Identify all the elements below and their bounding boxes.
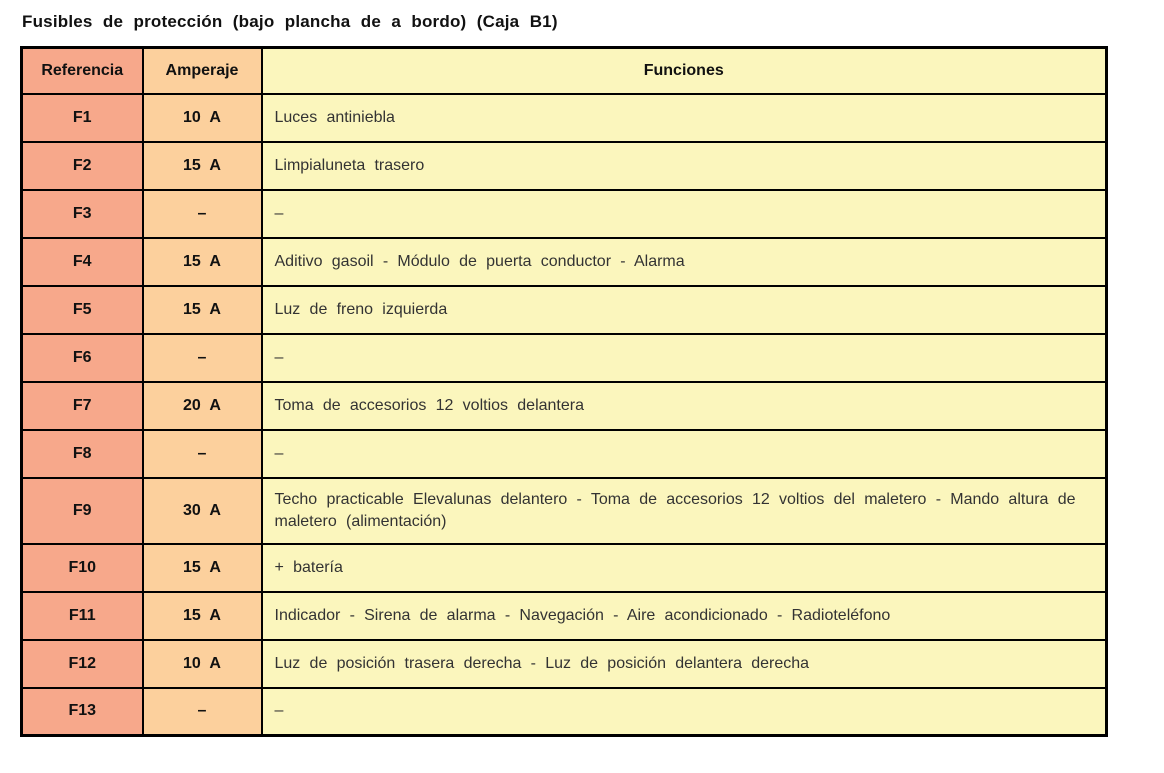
- fuse-functions: Techo practicable Elevalunas delantero - Toma de accesorios 12 voltios del maletero - Mando altura de maletero (alimentación): [262, 478, 1107, 544]
- fuse-functions: –: [262, 334, 1107, 382]
- fuse-reference: F3: [22, 190, 143, 238]
- table-row: [22, 286, 1107, 334]
- fuse-reference: F2: [22, 142, 143, 190]
- fuse-functions: Luces antiniebla: [262, 94, 1107, 142]
- table-row: [22, 238, 1107, 286]
- header-row: [22, 48, 1107, 94]
- table-row: [22, 478, 1107, 544]
- fuse-amperage: 10 A: [143, 640, 262, 688]
- fuse-amperage: 30 A: [143, 478, 262, 544]
- fuse-reference: F5: [22, 286, 143, 334]
- fuse-amperage: –: [143, 430, 262, 478]
- fuse-amperage: –: [143, 334, 262, 382]
- table-row: [22, 190, 1107, 238]
- fuse-functions: Luz de posición trasera derecha - Luz de posición delantera derecha: [262, 640, 1107, 688]
- fuse-table-header: [22, 48, 1107, 94]
- table-row: [22, 688, 1107, 736]
- fuse-amperage: –: [143, 190, 262, 238]
- fuse-amperage: 10 A: [143, 94, 262, 142]
- table-row: [22, 382, 1107, 430]
- table-row: [22, 544, 1107, 592]
- fuse-amperage: 15 A: [143, 238, 262, 286]
- fuse-table-body: [22, 94, 1107, 736]
- column-header-amperaje: Amperaje: [143, 48, 262, 94]
- fuse-functions: –: [262, 190, 1107, 238]
- fuse-functions: + batería: [262, 544, 1107, 592]
- fuse-functions: Luz de freno izquierda: [262, 286, 1107, 334]
- fuse-amperage: 15 A: [143, 142, 262, 190]
- fuse-reference: F7: [22, 382, 143, 430]
- table-row: [22, 592, 1107, 640]
- fuse-functions: Indicador - Sirena de alarma - Navegación - Aire acondicionado - Radioteléfono: [262, 592, 1107, 640]
- fuse-table: [20, 46, 1108, 737]
- fuse-reference: F9: [22, 478, 143, 544]
- fuse-reference: F11: [22, 592, 143, 640]
- table-row: [22, 640, 1107, 688]
- fuse-amperage: 15 A: [143, 592, 262, 640]
- fuse-reference: F10: [22, 544, 143, 592]
- fuse-amperage: 15 A: [143, 544, 262, 592]
- fuse-reference: F12: [22, 640, 143, 688]
- table-row: [22, 430, 1107, 478]
- fuse-functions: –: [262, 430, 1107, 478]
- fuse-reference: F13: [22, 688, 143, 736]
- fuse-functions: –: [262, 688, 1107, 736]
- fuse-functions: Aditivo gasoil - Módulo de puerta conductor - Alarma: [262, 238, 1107, 286]
- page-title: Fusibles de protección (bajo plancha de a bordo) (Caja B1): [22, 12, 558, 31]
- fuse-amperage: –: [143, 688, 262, 736]
- fuse-reference: F1: [22, 94, 143, 142]
- table-row: [22, 334, 1107, 382]
- fuse-amperage: 20 A: [143, 382, 262, 430]
- fuse-amperage: 15 A: [143, 286, 262, 334]
- table-row: [22, 142, 1107, 190]
- fuse-reference: F4: [22, 238, 143, 286]
- fuse-reference: F6: [22, 334, 143, 382]
- fuse-functions: Toma de accesorios 12 voltios delantera: [262, 382, 1107, 430]
- fuse-functions: Limpialuneta trasero: [262, 142, 1107, 190]
- column-header-referencia: Referencia: [22, 48, 143, 94]
- fuse-reference: F8: [22, 430, 143, 478]
- table-row: [22, 94, 1107, 142]
- column-header-funciones: Funciones: [262, 48, 1107, 94]
